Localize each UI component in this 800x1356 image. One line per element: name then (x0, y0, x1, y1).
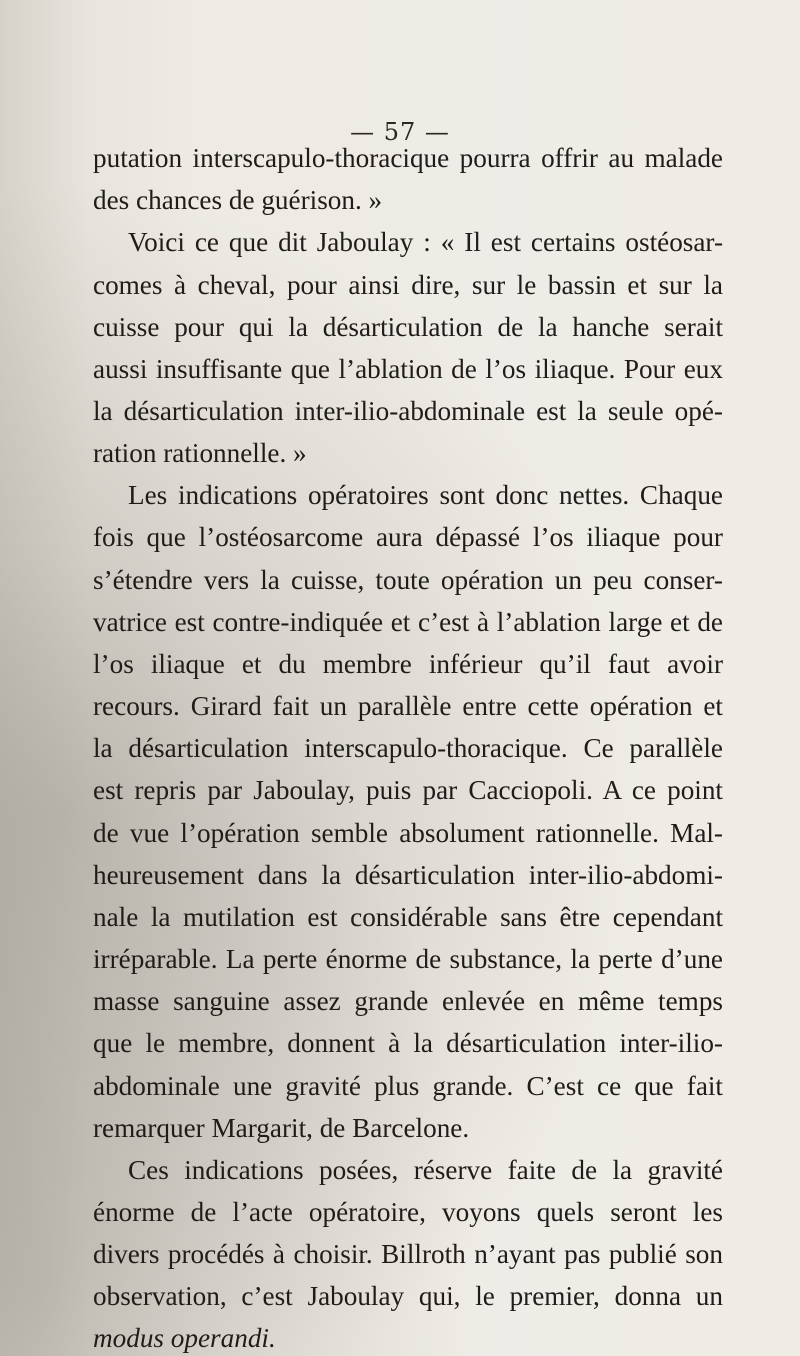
text-line: masse sanguine assez grande enlevée en même temps (93, 986, 723, 1016)
text-line: Ces indications posées, réserve faite de la gravité (128, 1155, 723, 1185)
text-line: Voici ce que dit Jaboulay : « Il est certains ostéosar- (128, 227, 723, 257)
text-line: divers procédés à choisir. Billroth n’ayant pas publié son (93, 1239, 723, 1269)
page-number: — 57 — (350, 118, 450, 146)
text-line: s’étendre vers la cuisse, toute opération un peu conser- (93, 565, 723, 595)
text-line: aussi insuffisante que l’ablation de l’os iliaque. Pour eux (93, 354, 723, 384)
text-line: comes à cheval, pour ainsi dire, sur le bassin et sur la (93, 270, 723, 300)
text-line: abdominale une gravité plus grande. C’est ce que fait (93, 1071, 723, 1101)
text-line: heureusement dans la désarticulation inter-ilio-abdomi- (93, 860, 723, 890)
text-line: remarquer Margarit, de Barcelone. (93, 1113, 470, 1143)
text-line: fois que l’ostéosarcome aura dépassé l’os iliaque pour (93, 522, 723, 552)
text-line: nale la mutilation est considérable sans être cependant (93, 902, 723, 932)
text-line: modus operandi. (93, 1323, 276, 1353)
text-line: putation interscapulo-thoracique pourra offrir au malade (93, 143, 723, 173)
text-line: l’os iliaque et du membre inférieur qu’il faut avoir (93, 649, 723, 679)
text-line: que le membre, donnent à la désarticulation inter-ilio- (93, 1028, 723, 1058)
text-line: la désarticulation inter-ilio-abdominale est la seule opé- (93, 396, 723, 426)
text-line: recours. Girard fait un parallèle entre cette opération et (93, 691, 723, 721)
text-line: est repris par Jaboulay, puis par Cacciopoli. A ce point (93, 775, 723, 805)
text-line: de vue l’opération semble absolument rationnelle. Mal- (93, 818, 723, 848)
text-line: cuisse pour qui la désarticulation de la hanche serait (93, 312, 723, 342)
text-line: énorme de l’acte opératoire, voyons quels seront les (93, 1197, 723, 1227)
text-line: Les indications opératoires sont donc nettes. Chaque (128, 480, 723, 510)
text-line: la désarticulation interscapulo-thoracique. Ce parallèle (93, 733, 723, 763)
text-line: ration rationnelle. » (93, 438, 307, 468)
text-line: vatrice est contre-indiquée et c’est à l’ablation large et de (93, 607, 723, 637)
text-line: observation, c’est Jaboulay qui, le premier, donna un (93, 1281, 723, 1311)
text-line: des chances de guérison. » (93, 185, 383, 215)
text-line: irréparable. La perte énorme de substance, la perte d’une (93, 944, 723, 974)
